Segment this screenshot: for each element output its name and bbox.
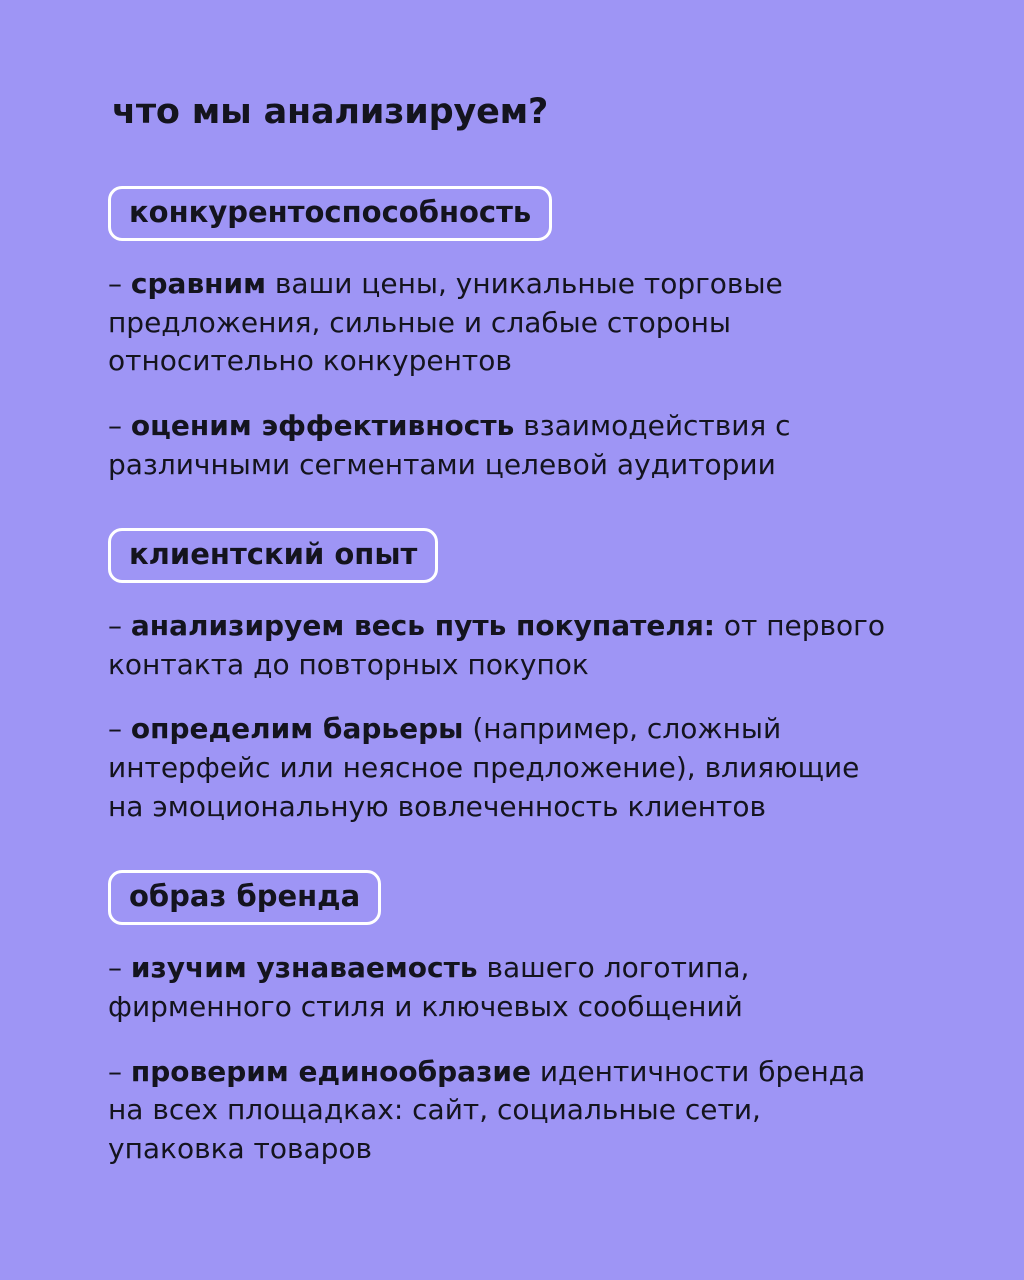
- section-competitiveness: [108, 186, 924, 484]
- list-item-dash: –: [108, 951, 122, 985]
- list-item: [108, 265, 898, 381]
- section-chip-competitiveness: конкурентоспособность: [108, 186, 552, 241]
- list-item-bold: изучим узнаваемость: [130, 951, 478, 985]
- list-item-dash: –: [108, 609, 122, 643]
- list-item-bold: проверим единообразие: [130, 1054, 531, 1088]
- section-chip-brand-image: образ бренда: [108, 870, 381, 925]
- list-item-dash: –: [108, 408, 122, 442]
- list-item-bold: определим барьеры: [130, 712, 464, 746]
- section-customer-experience: [108, 528, 924, 826]
- list-item-rest: от первого контакта до повторных покупок: [108, 609, 886, 681]
- list-item-dash: –: [108, 712, 122, 746]
- list-item: [108, 407, 898, 484]
- list-item-bold: оценим эффективность: [130, 408, 515, 442]
- list-item: [108, 607, 898, 684]
- list-item-rest: взаимодействия с различными сегментами целевой аудитории: [108, 408, 791, 481]
- list-item: [108, 710, 898, 826]
- list-item-rest: ваши цены, уникальные торговые предложения, сильные и слабые стороны относительно конкурентов: [108, 267, 783, 378]
- list-item-dash: –: [108, 1054, 122, 1088]
- list-item-rest: вашего логотипа, фирменного стиля и ключевых сообщений: [108, 951, 750, 1023]
- list-item: [108, 949, 898, 1026]
- list-item-rest: идентичности бренда на всех площадках: сайт, социальные сети, упаковка товаров: [108, 1054, 866, 1165]
- list-item-bold: анализируем весь путь покупателя:: [130, 609, 715, 643]
- list-item-dash: –: [108, 267, 122, 300]
- list-item-bold: сравним: [130, 267, 267, 300]
- section-chip-customer-experience: клиентский опыт: [108, 528, 438, 583]
- list-item-rest: (например, сложный интерфейс или неясное предложение), влияющие на эмоциональную вовлеченность клиентов: [108, 712, 860, 823]
- page-title: что мы анализируем?: [112, 92, 549, 132]
- list-item: [108, 1053, 898, 1169]
- section-brand-image: [108, 870, 924, 1168]
